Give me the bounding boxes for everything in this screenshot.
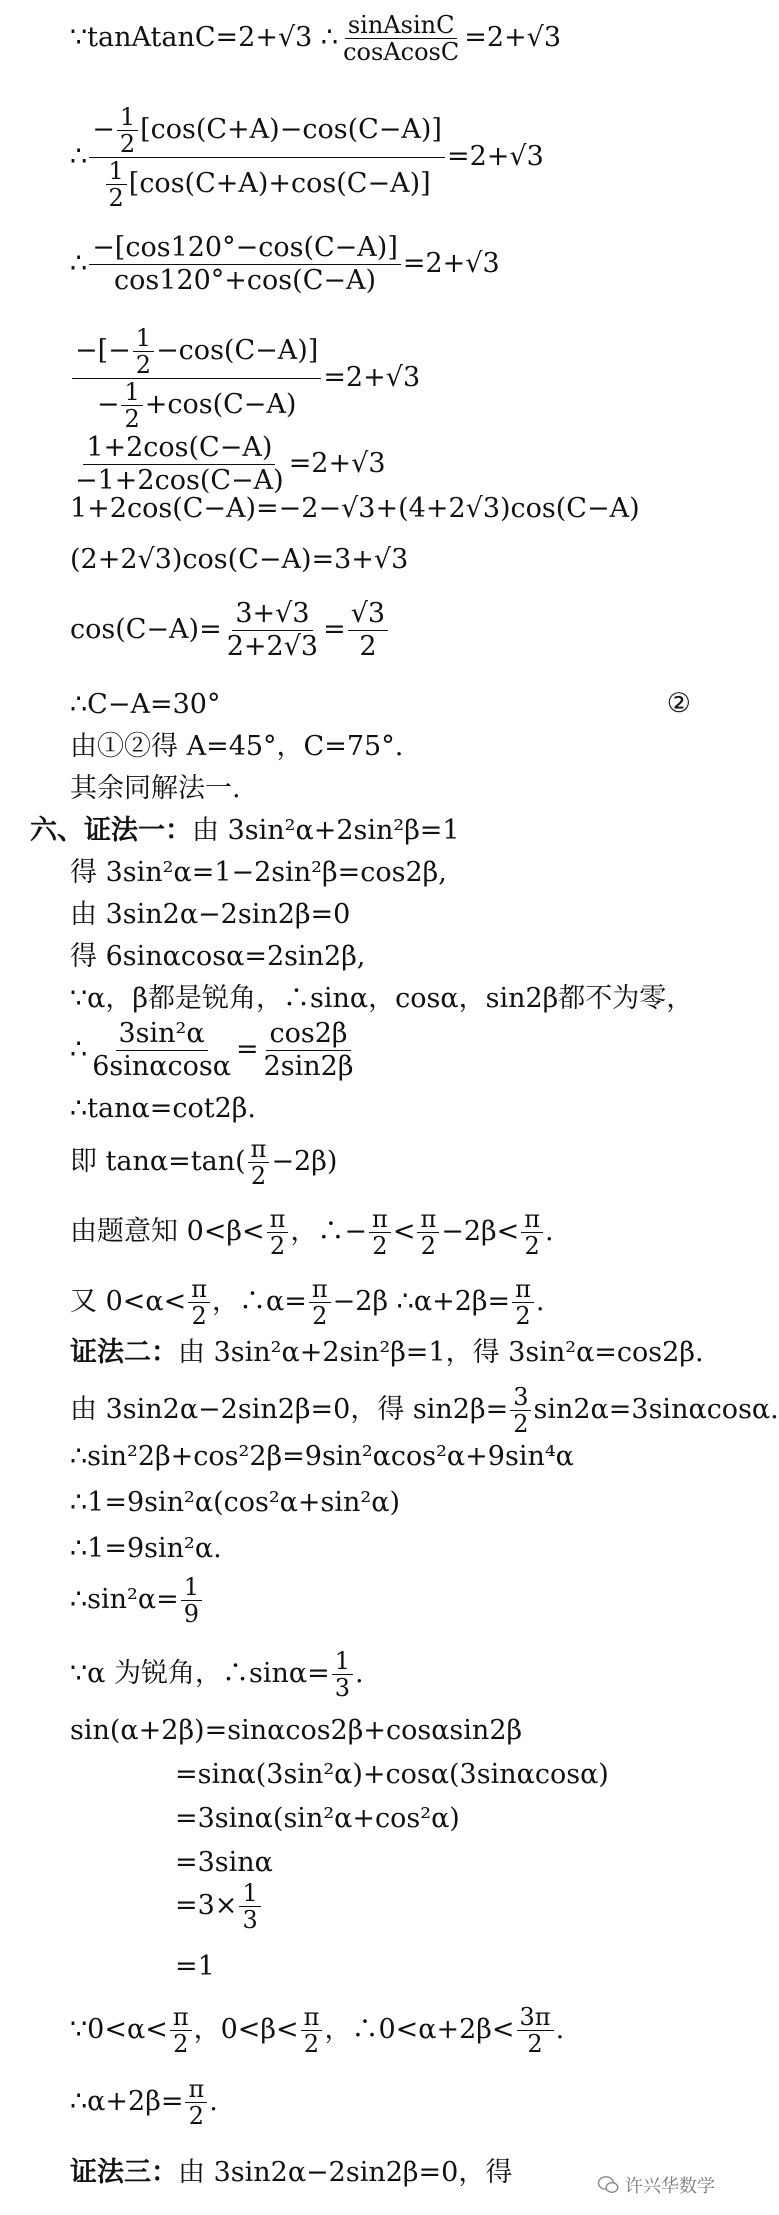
line-29: sin(α+2β)=sinαcos2β+cosαsin2β	[70, 1715, 523, 1746]
wechat-icon	[597, 2175, 619, 2195]
line-3: ∴ $\frac{-[\cos 120^\circ-\cos(C-A)]}{\cos 120^\circ+\cos(C-A)}$ =2+√3	[70, 232, 500, 296]
line-24: ∴sin²2β+cos²2β=9sin²αcos²α+9sin⁴α	[70, 1441, 574, 1472]
line-18: ∴tanα=cot2β.	[70, 1093, 256, 1124]
line-15: 得 6sinαcosα=2sin2β,	[70, 941, 366, 972]
line-19: 即 tanα=tan( $\frac{\pi}{2}$ −2β)	[70, 1135, 338, 1190]
line-8: cos(C−A)= $\frac{3+√3}{2+2√3}$ = $\frac{√3}{2}$	[70, 598, 390, 663]
line-1: ∵tanAtanC=2+√3 ∴ $\frac{\text{sinAsinC}}{\text{cosAcosC}}$ =2+√3	[70, 11, 562, 66]
line-10: 由①②得 A=45°，C=75°.	[70, 731, 404, 762]
proof1-heading: 六、证法一：由 3sin²α+2sin²β=1	[30, 815, 460, 846]
line-13: 得 3sin²α=1−2sin²β=cos2β,	[70, 857, 447, 888]
line-7: (2+2√3)cos(C−A)=3+√3	[70, 544, 409, 575]
watermark	[597, 2172, 715, 2198]
equation-marker-2: ②	[666, 688, 691, 719]
line-26: ∴1=9sin²α.	[70, 1533, 222, 1564]
line-2: ∴ − $\frac{1}{2}$ [cos(C+A)−cos(C−A)] $\frac{1}{2}$ [cos(C+A)+cos(C−A)] =2+√3	[70, 103, 544, 212]
line-6: 1+2cos(C−A)=−2−√3+(4+2√3)cos(C−A)	[70, 493, 640, 524]
line-34: =1	[175, 1951, 215, 1982]
line-28: ∵α 为锐角，∴sinα= $\frac{1}{3}$ .	[70, 1647, 364, 1702]
line-21: 又 0<α< $\frac{\pi}{2}$ ，∴α= $\frac{\pi}{2}$ −2β ∴α+2β= $\frac{\pi}{2}$ .	[70, 1275, 545, 1330]
line-36: ∴α+2β= $\frac{\pi}{2}$ .	[70, 2075, 218, 2130]
line-33: =3× $\frac{1}{3}$	[175, 1880, 263, 1933]
line-31: =3sinα(sin²α+cos²α)	[175, 1803, 460, 1834]
proof3-heading: 证法三：由 3sin2α−2sin2β=0，得	[70, 2157, 513, 2188]
proof2-heading: 证法二：由 3sin²α+2sin²β=1，得 3sin²α=cos2β.	[70, 1337, 704, 1368]
line-32: =3sinα	[175, 1847, 273, 1878]
line-27: ∴sin²α= $\frac{1}{9}$	[70, 1574, 204, 1627]
line-5: $\frac{1+2\cos(C-A)}{-1+2\cos(C-A)}$ =2+√3	[75, 432, 386, 496]
line-14: 由 3sin2α−2sin2β=0	[70, 899, 351, 930]
line-4: −[− $\frac{1}{2}$ −cos(C−A)] − $\frac{1}{2}$ +cos(C−A) =2+√3	[70, 325, 420, 432]
line-11: 其余同解法一.	[70, 773, 241, 804]
line-25: ∴1=9sin²α(cos²α+sin²α)	[70, 1487, 401, 1518]
line-30: =sinα(3sin²α)+cosα(3sinαcosα)	[175, 1759, 609, 1790]
line-23: 由 3sin2α−2sin2β=0，得 sin2β= $\frac{3}{2}$ sin2α=3sinαcosα.	[70, 1383, 779, 1438]
line-20: 由题意知 0<β< $\frac{\pi}{2}$ ，∴− $\frac{\pi}{2}$ < $\frac{\pi}{2}$ −2β< $\frac{\pi}{2}$ .	[70, 1205, 554, 1260]
watermark-text: 许兴华数学	[625, 2176, 715, 2197]
line-35: ∵0<α< $\frac{\pi}{2}$ ，0<β< $\frac{\pi}{2}$ ，∴0<α+2β< $\frac{3\pi}{2}$ .	[70, 2003, 565, 2058]
line-17: ∴ $\frac{\text{3sin²α}}{6\sin\alpha\cos\alpha}$ = $\frac{\cos 2\beta}{2\sin 2\beta}$	[70, 1018, 354, 1082]
line-9: ∴C−A=30°	[70, 689, 221, 720]
line-16: ∵α，β都是锐角，∴sinα，cosα，sin2β都不为零，	[70, 983, 694, 1014]
